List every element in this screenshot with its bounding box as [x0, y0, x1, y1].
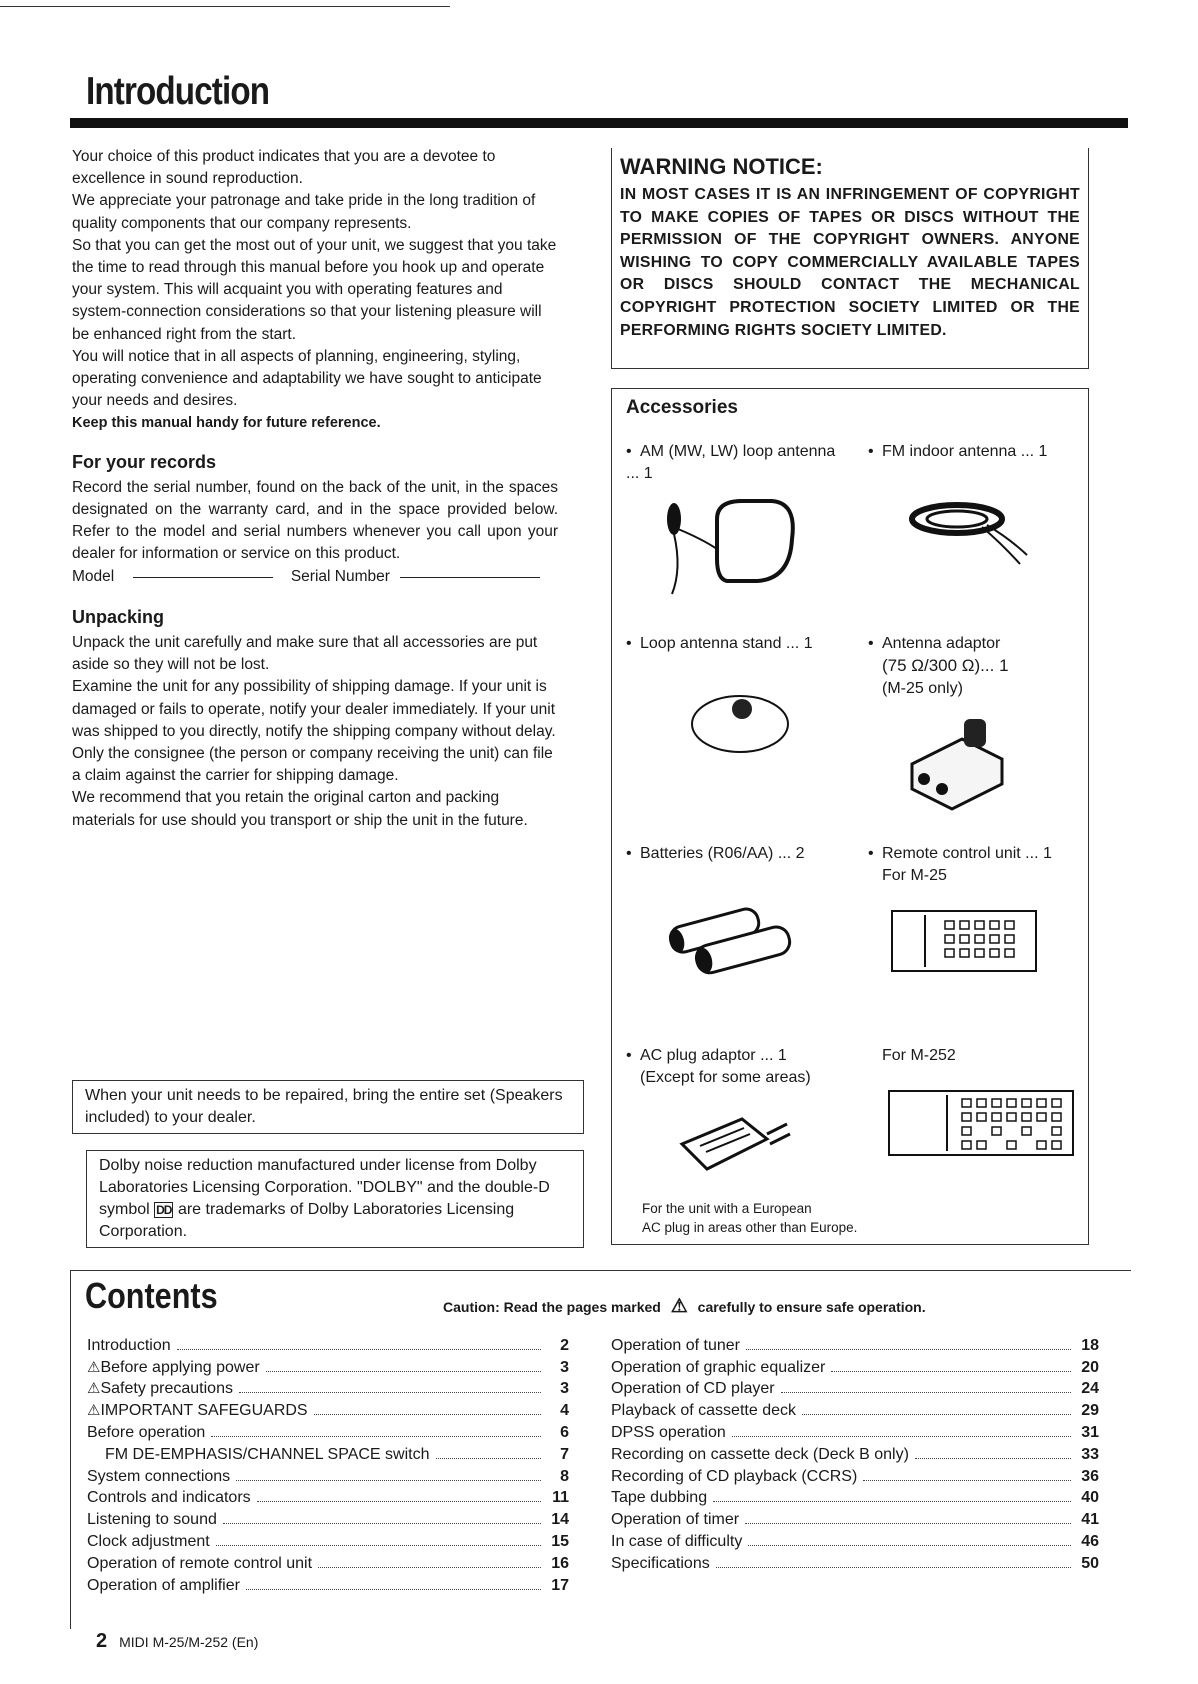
toc-entry-page: 33 — [1081, 1445, 1099, 1463]
unpacking-paragraph: Unpack the unit carefully and make sure that all accessories are put aside so they will not be lost. — [72, 634, 538, 674]
toc-entry-label: In case of difficulty — [611, 1532, 743, 1550]
toc-entry-label: FM DE-EMPHASIS/CHANNEL SPACE switch — [105, 1445, 430, 1463]
toc-entry-page: 6 — [560, 1423, 569, 1441]
records-text: Record the serial number, found on the back of the unit, in the spaces designated on the warranty card, and in the space provided below. Refer to the model and serial numbers whenever you call upon your dealer for information or service on this product. — [72, 478, 558, 563]
toc-entry — [87, 1464, 569, 1486]
toc-entry — [611, 1377, 1099, 1399]
toc-entry — [87, 1398, 569, 1420]
toc-entry-label: Recording of CD playback (CCRS) — [611, 1467, 858, 1485]
toc-right-column — [611, 1333, 1099, 1573]
dolby-line: are trademarks of Dolby Laboratories Licensing Corporation. — [99, 1201, 515, 1240]
unpacking-paragraph: We recommend that you retain the original carton and packing materials for use should you transport or ship the unit in the future. — [72, 789, 528, 829]
records-heading: For your records — [72, 451, 217, 472]
accessory-ac-plug: • AC plug adaptor ... 1 (Except for some areas) — [626, 1047, 811, 1086]
toc-entry-label: Operation of tuner — [611, 1336, 740, 1354]
remote-m25-icon — [890, 909, 1040, 973]
toc-entry-page: 4 — [560, 1402, 569, 1420]
toc-entry — [87, 1486, 569, 1508]
toc-entry-page: 24 — [1081, 1380, 1099, 1398]
toc-entry-label: Operation of timer — [611, 1511, 740, 1529]
toc-leader-dots — [257, 1501, 541, 1502]
unpacking-heading: Unpacking — [72, 606, 165, 627]
toc-entry-label: Safety precautions — [100, 1380, 233, 1398]
accessory-loop-stand: • Loop antenna stand ... 1 — [626, 635, 813, 652]
serial-label: Serial Number — [290, 567, 390, 585]
unpacking-paragraph: Examine the unit for any possibility of shipping damage. If your unit is damaged or fails to operate, notify your dealer immediately. If your unit was shipped to you directly, notify the shipping company without delay. Only the consignee (the person or company receiving the unit) can file a claim against the carrier for shipping damage. — [72, 678, 556, 785]
remote-m252-icon — [887, 1089, 1077, 1159]
toc-entry — [611, 1486, 1099, 1508]
ac-plug-adaptor-icon — [672, 1104, 802, 1184]
toc-entry-page: 20 — [1081, 1358, 1099, 1376]
toc-leader-dots — [831, 1371, 1071, 1372]
toc-leader-dots — [318, 1567, 541, 1568]
toc-entry-label: Operation of graphic equalizer — [611, 1358, 826, 1376]
toc-entry-page: 15 — [551, 1532, 569, 1550]
title-rule — [70, 118, 1128, 128]
toc-entry — [611, 1442, 1099, 1464]
toc-entry-page: 16 — [551, 1554, 569, 1572]
toc-leader-dots — [236, 1480, 541, 1481]
antenna-adaptor-icon — [902, 714, 1012, 814]
warning-triangle-icon: ⚠ — [87, 1402, 101, 1420]
toc-leader-dots — [216, 1545, 541, 1546]
dolby-symbol: DD — [156, 1203, 172, 1217]
toc-entry — [87, 1442, 569, 1464]
intro-paragraph: Your choice of this product indicates that you are a devotee to excellence in sound reproduction. — [72, 148, 496, 188]
toc-entry-label: Specifications — [611, 1554, 710, 1572]
page-number: 2 — [96, 1630, 108, 1652]
model-label: Model — [72, 567, 115, 585]
toc-entry-label: Operation of CD player — [611, 1380, 775, 1398]
accessory-fm-antenna: • FM indoor antenna ... 1 — [868, 443, 1048, 460]
toc-entry-page: 7 — [560, 1445, 569, 1463]
antenna-stand-icon — [682, 684, 802, 764]
model-blank — [133, 576, 273, 578]
page-footer — [96, 1630, 258, 1653]
toc-entry — [611, 1507, 1099, 1529]
repair-note: When your unit needs to be repaired, bring the entire set (Speakers included) to your dealer. — [72, 1080, 584, 1134]
toc-entry-page: 3 — [560, 1358, 569, 1376]
warning-triangle-icon: ⚠ — [670, 1296, 688, 1317]
toc-entry-label: Introduction — [87, 1336, 171, 1354]
toc-entry — [87, 1551, 569, 1573]
toc-entry-page: 46 — [1081, 1532, 1099, 1550]
loop-antenna-icon — [662, 489, 822, 599]
toc-entry-page: 50 — [1081, 1554, 1099, 1572]
toc-entry-page: 31 — [1081, 1423, 1099, 1441]
dolby-line: Dolby noise reduction manufactured under license from Dolby Laboratories Licensing Corporation. — [99, 1157, 537, 1196]
keep-manual-note: Keep this manual handy for future reference. — [72, 415, 381, 432]
toc-entry-label: System connections — [87, 1467, 231, 1485]
toc-entry — [87, 1355, 569, 1377]
toc-entry-label: Before applying power — [100, 1358, 260, 1376]
toc-leader-dots — [246, 1589, 541, 1590]
accessories-heading: Accessories — [626, 397, 738, 418]
toc-entry — [87, 1420, 569, 1442]
toc-leader-dots — [211, 1436, 541, 1437]
batteries-icon — [662, 897, 812, 977]
toc-leader-dots — [915, 1458, 1071, 1459]
toc-entry-page: 11 — [552, 1489, 569, 1507]
warning-text: IN MOST CASES IT IS AN INFRINGEMENT OF COPYRIGHT TO MAKE COPIES OF TAPES OR DISCS WITHOUT THE PERMISSION OF THE COPYRIGHT OWNERS. ANYONE WISHING TO COPY COMMERCIALLY AVAILABLE TAPES OR DISCS SHOULD CONTACT THE MECHANICAL COPYRIGHT PROTECTION SOCIETY LIMITED OR THE PERFORMING RIGHTS SOCIETY LIMITED. — [620, 186, 1080, 339]
toc-entry — [611, 1551, 1099, 1573]
model-serial-line — [72, 566, 558, 588]
toc-leader-dots — [239, 1392, 541, 1393]
toc-entry — [87, 1333, 569, 1355]
accessory-batteries: • Batteries (R06/AA) ... 2 — [626, 845, 805, 862]
toc-entry — [611, 1333, 1099, 1355]
intro-paragraph: So that you can get the most out of your unit, we suggest that you take the time to read through this manual before you hook up and operate your system. This will acquaint you with operating features and system-connection considerations so that your listening pleasure will be enhanced right from the start. — [72, 236, 557, 343]
dolby-line: "DOLBY" and the double-D symbol — [99, 1179, 550, 1218]
serial-blank — [400, 576, 540, 578]
toc-leader-dots — [802, 1414, 1071, 1415]
toc-leader-dots — [863, 1480, 1071, 1481]
accessory-am-antenna: • AM (MW, LW) loop antenna ... 1 — [626, 443, 836, 482]
toc-entry-page: 3 — [560, 1380, 569, 1398]
toc-entry-label: Controls and indicators — [87, 1489, 251, 1507]
toc-leader-dots — [223, 1523, 541, 1524]
toc-entry-label: IMPORTANT SAFEGUARDS — [100, 1402, 308, 1420]
toc-entry-label: Listening to sound — [87, 1511, 217, 1529]
page-title: Introduction — [86, 70, 270, 113]
accessory-antenna-adaptor: • Antenna adaptor (75 Ω/300 Ω)... 1 (M-25 only) — [868, 635, 1009, 697]
toc-entry — [87, 1529, 569, 1551]
warning-triangle-icon: ⚠ — [87, 1358, 101, 1376]
warning-heading: WARNING NOTICE: — [620, 154, 823, 179]
toc-entry-label: DPSS operation — [611, 1423, 726, 1441]
toc-entry-label: Operation of remote control unit — [87, 1554, 313, 1572]
toc-entry-page: 14 — [551, 1511, 569, 1529]
accessory-remote: • Remote control unit ... 1 For M-25 — [868, 845, 1052, 884]
toc-entry-page: 17 — [551, 1576, 569, 1594]
toc-entry — [87, 1573, 569, 1595]
toc-entry-page: 29 — [1081, 1402, 1099, 1420]
toc-leader-dots — [781, 1392, 1071, 1393]
warning-triangle-icon: ⚠ — [87, 1380, 101, 1398]
contents-box — [70, 1270, 1131, 1629]
toc-left-column — [87, 1333, 569, 1595]
toc-entry — [611, 1355, 1099, 1377]
model-code: MIDI M-25/M-252 (En) — [119, 1634, 259, 1650]
intro-paragraph: You will notice that in all aspects of planning, engineering, styling, operating convenience and adaptability we have sought to anticipate your needs and desires. — [72, 347, 542, 410]
toc-entry-page: 18 — [1081, 1336, 1099, 1354]
toc-entry-label: Tape dubbing — [611, 1489, 708, 1507]
fm-antenna-icon — [902, 489, 1032, 569]
toc-leader-dots — [716, 1567, 1071, 1568]
accessory-remote-m252: For M-252 — [882, 1047, 956, 1064]
dolby-note — [86, 1150, 584, 1248]
toc-entry-page: 41 — [1081, 1511, 1099, 1529]
toc-entry-page: 40 — [1081, 1489, 1099, 1507]
toc-entry-label: Recording on cassette deck (Deck B only) — [611, 1445, 909, 1463]
contents-caution: Caution: Read the pages marked ⚠ carefully to ensure safe operation. — [443, 1296, 926, 1317]
toc-leader-dots — [177, 1349, 541, 1350]
intro-paragraph: We appreciate your patronage and take pride in the long tradition of quality components that our company represents. — [72, 192, 536, 232]
top-rule — [0, 6, 450, 7]
toc-entry-label: Clock adjustment — [87, 1532, 210, 1550]
european-plug-note: For the unit with a European AC plug in areas other than Europe. — [642, 1201, 858, 1235]
toc-entry — [87, 1507, 569, 1529]
toc-leader-dots — [266, 1371, 541, 1372]
toc-entry-page: 36 — [1081, 1467, 1099, 1485]
toc-leader-dots — [713, 1501, 1071, 1502]
intro-section — [72, 146, 558, 832]
toc-entry — [611, 1398, 1099, 1420]
warning-notice — [611, 148, 1089, 369]
toc-entry — [611, 1420, 1099, 1442]
contents-title: Contents — [85, 1275, 218, 1316]
toc-entry-page: 8 — [560, 1467, 569, 1485]
toc-entry-label: Before operation — [87, 1423, 206, 1441]
toc-entry-label: Operation of amplifier — [87, 1576, 240, 1594]
toc-leader-dots — [746, 1349, 1071, 1350]
accessories-box — [611, 388, 1089, 1245]
toc-leader-dots — [748, 1545, 1071, 1546]
toc-entry-label: Playback of cassette deck — [611, 1402, 796, 1420]
toc-entry — [611, 1529, 1099, 1551]
toc-entry — [87, 1377, 569, 1399]
toc-leader-dots — [314, 1414, 541, 1415]
toc-leader-dots — [436, 1458, 542, 1459]
toc-leader-dots — [732, 1436, 1071, 1437]
toc-entry-page: 2 — [560, 1336, 569, 1354]
toc-leader-dots — [745, 1523, 1071, 1524]
toc-entry — [611, 1464, 1099, 1486]
